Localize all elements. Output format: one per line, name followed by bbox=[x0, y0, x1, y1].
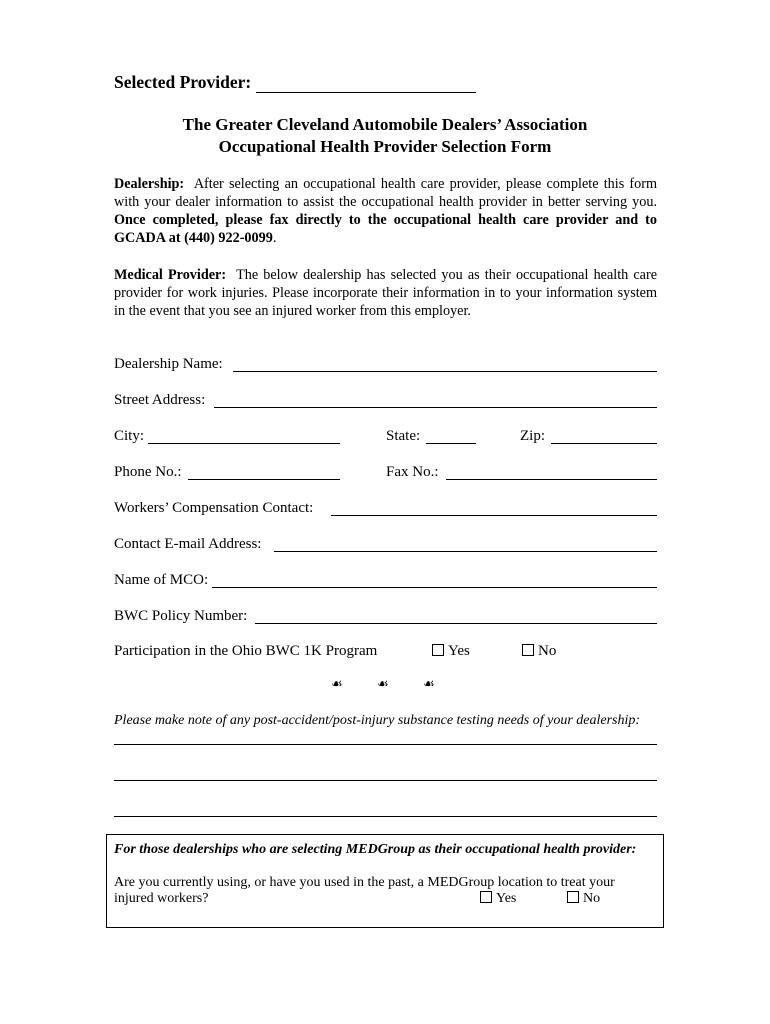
medgroup-question-line1: Are you currently using, or have you used in the past, a MEDGroup location to treat your bbox=[114, 875, 615, 890]
participation-no-label: No bbox=[538, 643, 557, 659]
medgroup-no-checkbox[interactable] bbox=[567, 891, 579, 903]
substance-notes-line-1[interactable] bbox=[114, 744, 657, 745]
substance-testing-note: Please make note of any post-accident/post-injury substance testing needs of your dealership: bbox=[114, 713, 641, 728]
mco-field[interactable] bbox=[212, 587, 657, 588]
form-title-line2: Occupational Health Provider Selection Form bbox=[218, 137, 552, 156]
zip-field[interactable] bbox=[551, 443, 657, 444]
medgroup-yes-label: Yes bbox=[496, 891, 517, 906]
medgroup-no-option[interactable] bbox=[567, 891, 600, 907]
dealership-instructions bbox=[114, 175, 657, 247]
medgroup-question-line2: injured workers? bbox=[114, 891, 209, 906]
state-field[interactable] bbox=[426, 443, 476, 444]
state-label: State: bbox=[386, 428, 421, 444]
mco-label: Name of MCO: bbox=[114, 572, 209, 588]
medical-provider-instructions bbox=[114, 266, 657, 320]
dealership-name-field[interactable] bbox=[233, 371, 657, 372]
selected-provider-label: Selected Provider: bbox=[114, 72, 252, 92]
workers-comp-label: Workers’ Compensation Contact: bbox=[114, 500, 314, 516]
workers-comp-field[interactable] bbox=[331, 515, 657, 516]
phone-label: Phone No.: bbox=[114, 464, 182, 480]
participation-yes-checkbox[interactable] bbox=[432, 644, 444, 656]
dealership-name-label: Dealership Name: bbox=[114, 356, 223, 372]
medgroup-no-label: No bbox=[583, 891, 601, 906]
floral-divider-icon-2: ☙ bbox=[377, 677, 389, 692]
selected-provider-field[interactable] bbox=[256, 92, 476, 93]
contact-email-label: Contact E-mail Address: bbox=[114, 536, 262, 552]
bwc-policy-label: BWC Policy Number: bbox=[114, 608, 248, 624]
dealership-fax-instruction: Once completed, please fax directly to the occupational health care provider and to GCADA at (440) 922-0099 bbox=[114, 212, 657, 246]
fax-label: Fax No.: bbox=[386, 464, 439, 480]
participation-no-option[interactable] bbox=[522, 643, 556, 660]
city-label: City: bbox=[114, 428, 145, 444]
substance-notes-line-3[interactable] bbox=[114, 816, 657, 817]
dealership-period: . bbox=[272, 230, 277, 246]
fax-field[interactable] bbox=[446, 479, 657, 480]
floral-divider-icon-3: ☙ bbox=[423, 677, 435, 692]
medgroup-yes-option[interactable] bbox=[480, 891, 516, 907]
medical-provider-label: Medical Provider: bbox=[114, 267, 227, 283]
dealership-text: After selecting an occupational health care provider, please complete this form with your dealer information to assist the occupational health provider in better serving you. bbox=[114, 176, 658, 210]
form-title-line1: The Greater Cleveland Automobile Dealers’ Association bbox=[182, 115, 588, 134]
street-address-field[interactable] bbox=[214, 407, 657, 408]
contact-email-field[interactable] bbox=[274, 551, 657, 552]
bwc-policy-field[interactable] bbox=[255, 623, 657, 624]
medgroup-heading: For those dealerships who are selecting MEDGroup as their occupational health provider: bbox=[114, 842, 637, 857]
street-address-label: Street Address: bbox=[114, 392, 206, 408]
medgroup-yes-checkbox[interactable] bbox=[480, 891, 492, 903]
zip-label: Zip: bbox=[520, 428, 545, 444]
medical-provider-text: The below dealership has selected you as their occupational health care provider for work injuries. Please incorporate their information in to your information system in the event that you see an injured worker from this employer. bbox=[114, 267, 657, 319]
participation-yes-option[interactable] bbox=[432, 643, 470, 660]
phone-field[interactable] bbox=[188, 479, 340, 480]
city-field[interactable] bbox=[148, 443, 340, 444]
substance-notes-line-2[interactable] bbox=[114, 780, 657, 781]
participation-yes-label: Yes bbox=[448, 643, 470, 659]
dealership-label: Dealership: bbox=[114, 176, 185, 192]
participation-label: Participation in the Ohio BWC 1K Program bbox=[114, 643, 378, 659]
participation-no-checkbox[interactable] bbox=[522, 644, 534, 656]
floral-divider-icon-1: ☙ bbox=[331, 677, 343, 692]
